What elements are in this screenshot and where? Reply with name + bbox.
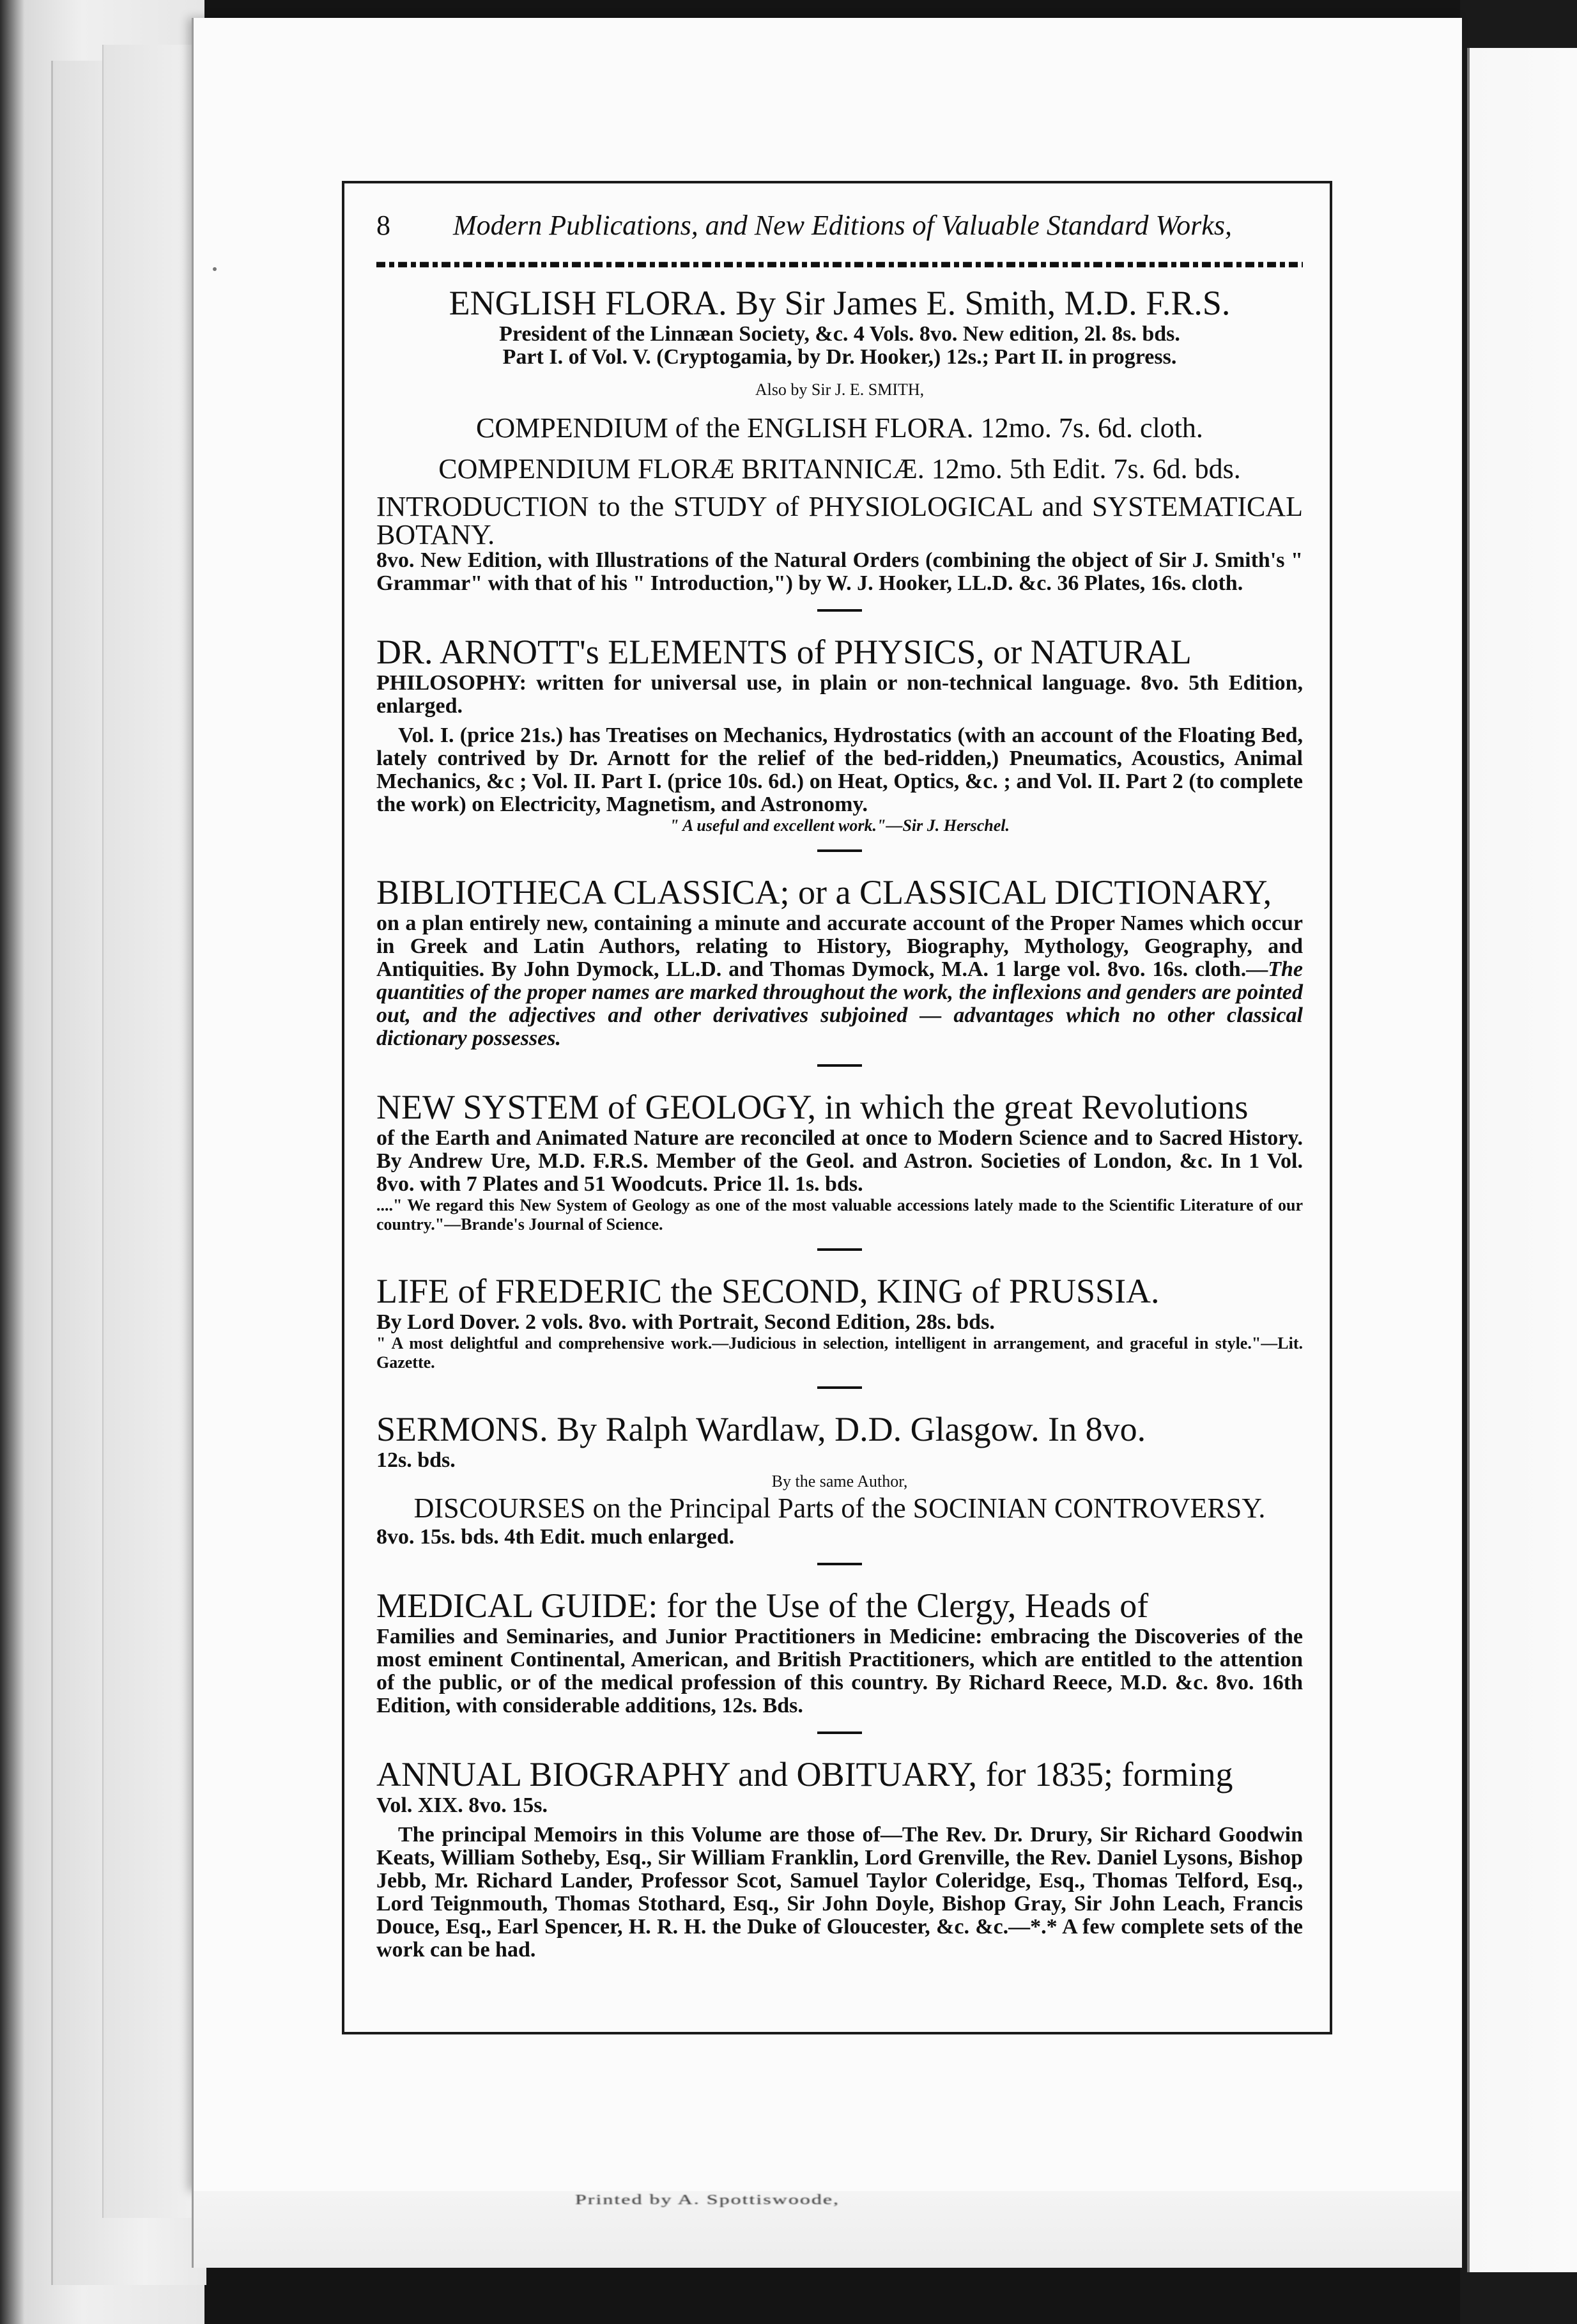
entry-medical-guide [376, 1586, 1303, 1717]
sub-item-text: 8vo. 15s. bds. 4th Edit. much enlarged. [376, 1525, 735, 1549]
intro-title: INTRODUCTION to the STUDY of PHYSIOLOGICAL and SYSTEMATICAL BOTANY. [376, 491, 1303, 550]
also-by-note: Also by Sir J. E. SMITH, [755, 380, 925, 399]
entry-text: PHILOSOPHY: written for universal use, in plain or non-technical language. 8vo. 5th Edition, enlarged. [376, 671, 1303, 718]
running-head: Modern Publications, and New Editions of Valuable Standard Works, [453, 210, 1232, 241]
sub-item-title: DISCOURSES on the Principal Parts of the SOCINIAN CONTROVERSY. [413, 1492, 1266, 1524]
entry-text: By Lord Dover. 2 vols. 8vo. with Portrait, Second Edition, 28s. bds. [376, 1310, 995, 1334]
also-by-note: By the same Author, [771, 1472, 908, 1491]
entry-text: 12s. bds. [376, 1448, 456, 1472]
entry-title: MEDICAL GUIDE: for the Use of the Clergy, Heads of [376, 1586, 1149, 1625]
ornamental-rule [376, 260, 1303, 269]
section-divider [817, 1386, 862, 1389]
section-divider [817, 1731, 862, 1734]
entry-quote: " A most delightful and comprehensive work.—Judicious in selection, intelligent in arrangement, and graceful in style."—Lit. Gazette. [376, 1334, 1303, 1372]
section-divider [817, 849, 862, 852]
entry-quote: ...." We regard this New System of Geology as one of the most valuable accessions lately made to the Scientific Literature of our country."—Brande's Journal of Science. [376, 1196, 1303, 1234]
entry-line: Part I. of Vol. V. (Cryptogamia, by Dr. Hooker,) 12s.; Part II. in progress. [502, 345, 1177, 369]
entry-text-roman: on a plan entirely new, containing a minute and accurate account of the Proper Names which occur in Greek and Latin Authors, relating to History, Biography, Mythology, Geography, and Antiquities. By John Dymock, LL.D. and Thomas Dymock, M.A. 1 large vol. 8vo. 16s. cloth.— [376, 911, 1303, 981]
page-number: 8 [376, 210, 390, 241]
entry-title: ENGLISH FLORA. By Sir James E. Smith, M.D. F.R.S. [449, 284, 1231, 322]
section-divider [817, 1248, 862, 1251]
entry-text: of the Earth and Animated Nature are reconciled at once to Modern Science and to Sacred History. By Andrew Ure, M.D. F.R.S. Member of the Geol. and Astron. Societies of London, &c. In 1 Vol. 8vo. with 7 Plates and 51 Woodcuts. Price 1l. 1s. bds. [376, 1126, 1303, 1196]
entry-english-flora [376, 283, 1303, 595]
entry-title: SERMONS. By Ralph Wardlaw, D.D. Glasgow. In 8vo. [376, 1410, 1146, 1448]
speck-mark [213, 267, 217, 271]
entry-title: NEW SYSTEM of GEOLOGY, in which the great Revolutions [376, 1088, 1249, 1126]
entry-sermons-wardlaw [376, 1409, 1303, 1549]
entry-bibliotheca-classica [376, 872, 1303, 1050]
advertisement-content [376, 209, 1303, 1962]
entry-text [376, 912, 1303, 1050]
printer-imprint: Printed by A. Spottiswoode, [575, 2191, 840, 2208]
sub-item-title: COMPENDIUM of the ENGLISH FLORA. 12mo. 7s. 6d. cloth. [476, 412, 1203, 444]
section-divider [817, 609, 862, 612]
entry-arnott-physics [376, 632, 1303, 835]
entry-title: LIFE of FREDERIC the SECOND, KING of PRUSSIA. [376, 1272, 1160, 1310]
entry-text: Vol. XIX. 8vo. 15s. [376, 1793, 548, 1817]
entry-quote: " A useful and excellent work."—Sir J. Herschel. [669, 816, 1010, 835]
entry-annual-biography [376, 1755, 1303, 1962]
section-divider [817, 1064, 862, 1067]
entry-title: ANNUAL BIOGRAPHY and OBITUARY, for 1835; forming [376, 1755, 1233, 1793]
entry-text: Families and Seminaries, and Junior Practitioners in Medicine: embracing the Discoveries of the most eminent Continental, American, and British Practitioners, which are entitled to the attention of the public, or of the medical profession of this country. By Richard Reece, M.D. &c. 8vo. 16th Edition, with considerable additions, 12s. Bds. [376, 1625, 1303, 1717]
section-divider [817, 1563, 862, 1565]
entry-text-italic: The quantities of the proper names are marked throughout the work, the inflexions and genders are pointed out, and the adjectives and other derivatives subjoined — advantages which no other classical dictionary possesses. [376, 957, 1303, 1050]
entry-line: President of the Linnæan Society, &c. 4 Vols. 8vo. New edition, 2l. 8s. bds. [499, 322, 1180, 346]
entry-detail: Vol. I. (price 21s.) has Treatises on Mechanics, Hydrostatics (with an account of the Floating Bed, lately contrived by Dr. Arnott for the relief of the bed-ridden,) Pneumatics, Acoustics, Animal Mechanics, &c ; Vol. II. Part I. (price 10s. 6d.) on Heat, Optics, &c. ; and Vol. II. Part 2 (to complete the work) on Electricity, Magnetism, and Astronomy. [376, 724, 1303, 816]
entry-system-of-geology [376, 1087, 1303, 1234]
entry-detail: The principal Memoirs in this Volume are those of—The Rev. Dr. Drury, Sir Richard Goodwin Keats, William Sotheby, Esq., Sir William Franklin, Lord Grenville, the Rev. Daniel Lysons, Bishop Jebb, Mr. Richard Lander, Professor Scot, Samuel Taylor Coleridge, Esq., Thomas Telford, Esq., Lord Teignmouth, Thomas Stothard, Esq., Sir John Doyle, Bishop Gray, Sir John Leach, Francis Douce, Esq., Earl Spencer, H. R. H. the Duke of Gloucester, &c. &c.—*.* A few complete sets of the work can be had. [376, 1823, 1303, 1962]
advertisement-frame [342, 181, 1332, 2034]
entry-frederic-prussia [376, 1271, 1303, 1372]
page-header [376, 209, 1303, 254]
intro-text: 8vo. New Edition, with Illustrations of the Natural Orders (combining the object of Sir J. Smith's " Grammar" with that of his " Introduction,") by W. J. Hooker, LL.D. &c. 36 Plates, 16s. cloth. [376, 548, 1303, 595]
sub-item-title: COMPENDIUM FLORÆ BRITANNICÆ. 12mo. 5th Edit. 7s. 6d. bds. [438, 453, 1241, 484]
facing-page-edge [1467, 48, 1577, 2272]
entry-title: DR. ARNOTT's ELEMENTS of PHYSICS, or NATURAL [376, 633, 1192, 671]
entry-title: BIBLIOTHECA CLASSICA; or a CLASSICAL DICTIONARY, [376, 873, 1272, 911]
